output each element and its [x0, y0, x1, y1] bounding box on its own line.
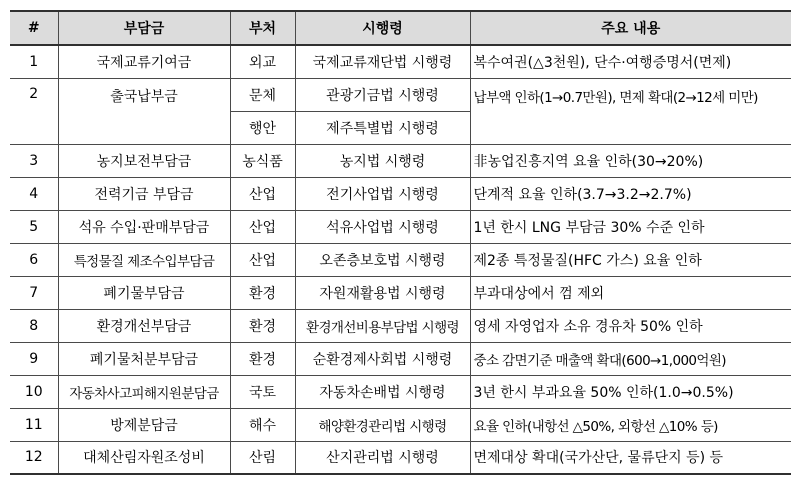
- row-decree: 농지법 시행령: [295, 144, 470, 177]
- row-ministry: 농식품: [230, 144, 295, 177]
- table-header-row: [10, 11, 791, 45]
- row-content: 3년 한시 부과요율 50% 인하(1.0→0.5%): [470, 375, 791, 408]
- table-row: [10, 276, 791, 309]
- row-no: 3: [10, 144, 58, 177]
- row-ministry: 문체: [230, 78, 295, 111]
- row-no: 12: [10, 441, 58, 474]
- row-no: 2: [10, 78, 58, 144]
- row-ministry: 산업: [230, 210, 295, 243]
- row-content: 단계적 요율 인하(3.7→3.2→2.7%): [470, 177, 791, 210]
- row-content: 복수여권(△3천원), 단수·여행증명서(면제): [470, 45, 791, 78]
- row-decree: 해양환경관리법 시행령: [295, 408, 470, 441]
- row-content: 납부액 인하(1→0.7만원), 면제 확대(2→12세 미만): [470, 78, 791, 144]
- row-decree: 자동차손배법 시행령: [295, 375, 470, 408]
- row-ministry: 환경: [230, 276, 295, 309]
- row-content: 1년 한시 LNG 부담금 30% 수준 인하: [470, 210, 791, 243]
- row-charge: 전력기금 부담금: [58, 177, 230, 210]
- row-charge: 환경개선부담금: [58, 309, 230, 342]
- row-content: 요율 인하(내항선 △50%, 외항선 △10% 등): [470, 408, 791, 441]
- table-row: [10, 375, 791, 408]
- row-content: 면제대상 확대(국가산단, 물류단지 등) 등: [470, 441, 791, 474]
- row-charge: 폐기물처분부담금: [58, 342, 230, 375]
- row-ministry: 환경: [230, 342, 295, 375]
- row-charge: 폐기물부담금: [58, 276, 230, 309]
- row-charge: 석유 수입·판매부담금: [58, 210, 230, 243]
- row-decree: 산지관리법 시행령: [295, 441, 470, 474]
- row-charge: 자동차사고피해지원분담금: [58, 375, 230, 408]
- row-content: 영세 자영업자 소유 경유차 50% 인하: [470, 309, 791, 342]
- row-ministry: 산업: [230, 177, 295, 210]
- row-decree: 전기사업법 시행령: [295, 177, 470, 210]
- table-row: [10, 45, 791, 78]
- header-no: #: [10, 11, 58, 45]
- table-row: [10, 309, 791, 342]
- row-content: 非농업진흥지역 요율 인하(30→20%): [470, 144, 791, 177]
- row-no: 6: [10, 243, 58, 276]
- table-row: [10, 342, 791, 375]
- row-ministry: 해수: [230, 408, 295, 441]
- table-row: [10, 78, 791, 111]
- table-row: [10, 144, 791, 177]
- table-row: [10, 243, 791, 276]
- row-decree: 관광기금법 시행령: [295, 78, 470, 111]
- row-charge: 특정물질 제조수입부담금: [58, 243, 230, 276]
- row-charge: 방제분담금: [58, 408, 230, 441]
- row-decree: 오존층보호법 시행령: [295, 243, 470, 276]
- row-decree: 환경개선비용부담법 시행령: [295, 309, 470, 342]
- table-row: [10, 177, 791, 210]
- table-row: [10, 210, 791, 243]
- row-no: 11: [10, 408, 58, 441]
- row-ministry: 외교: [230, 45, 295, 78]
- header-content: 주요 내용: [470, 11, 791, 45]
- row-ministry: 산림: [230, 441, 295, 474]
- row-content: 제2종 특정물질(HFC 가스) 요율 인하: [470, 243, 791, 276]
- row-ministry: 산업: [230, 243, 295, 276]
- row-decree: 순환경제사회법 시행령: [295, 342, 470, 375]
- row-no: 4: [10, 177, 58, 210]
- row-no: 8: [10, 309, 58, 342]
- row-decree: 석유사업법 시행령: [295, 210, 470, 243]
- row-charge: 국제교류기여금: [58, 45, 230, 78]
- row-decree: 국제교류재단법 시행령: [295, 45, 470, 78]
- row-charge: 농지보전부담금: [58, 144, 230, 177]
- levy-reform-table: [10, 10, 791, 475]
- header-charge: 부담금: [58, 11, 230, 45]
- row-ministry: 국토: [230, 375, 295, 408]
- row-no: 5: [10, 210, 58, 243]
- row-no: 7: [10, 276, 58, 309]
- row-charge: 출국납부금: [58, 78, 230, 144]
- row-ministry: 환경: [230, 309, 295, 342]
- row-no: 9: [10, 342, 58, 375]
- row-content: 중소 감면기준 매출액 확대(600→1,000억원): [470, 342, 791, 375]
- table-row: [10, 408, 791, 441]
- row-decree: 제주특별법 시행령: [295, 111, 470, 144]
- header-ministry: 부처: [230, 11, 295, 45]
- table-row: [10, 441, 791, 474]
- header-decree: 시행령: [295, 11, 470, 45]
- row-charge: 대체산림자원조성비: [58, 441, 230, 474]
- row-ministry: 행안: [230, 111, 295, 144]
- row-decree: 자원재활용법 시행령: [295, 276, 470, 309]
- row-no: 1: [10, 45, 58, 78]
- row-content: 부과대상에서 껌 제외: [470, 276, 791, 309]
- row-no: 10: [10, 375, 58, 408]
